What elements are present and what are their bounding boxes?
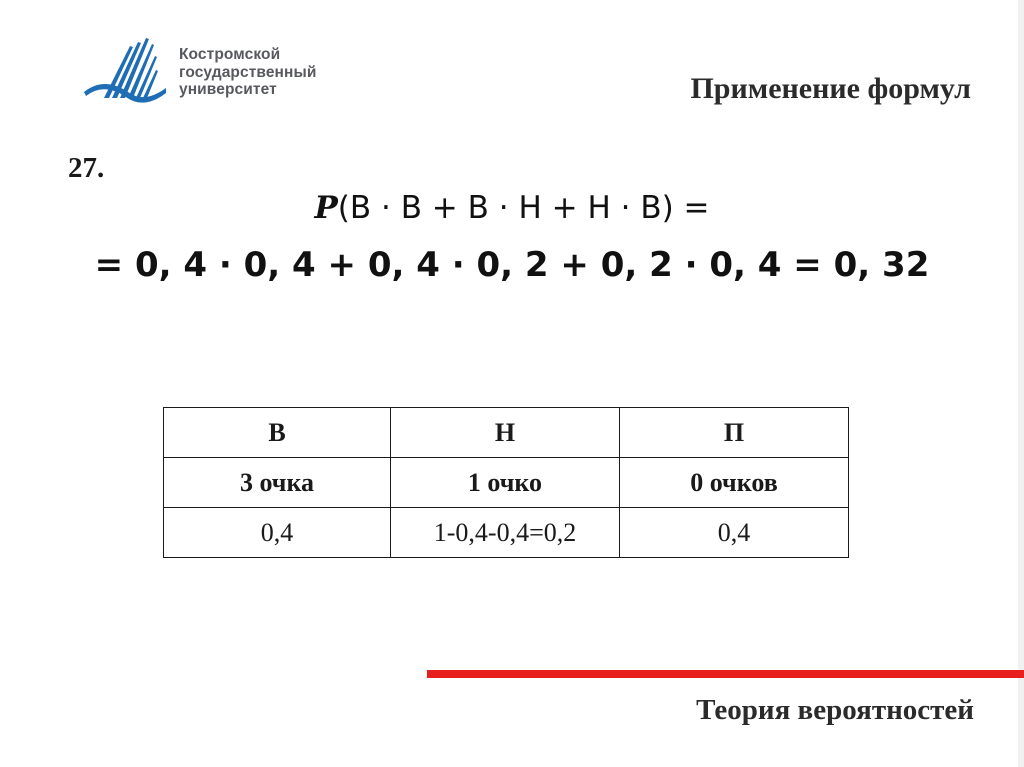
formula-line-2: = 0, 4 · 0, 4 + 0, 4 · 0, 2 + 0, 2 · 0, 4 = 0, 32	[94, 245, 930, 285]
university-name	[179, 46, 316, 99]
footer-subject: Теория вероятностей	[696, 694, 974, 726]
table-row	[164, 508, 849, 558]
problem-number: 27.	[68, 152, 105, 184]
university-name-line: университет	[179, 81, 277, 98]
table-header-row	[164, 408, 849, 458]
university-emblem-icon	[82, 32, 172, 112]
table-header-cell: П	[620, 408, 849, 458]
table-header-cell: В	[164, 408, 391, 458]
outcome-table	[163, 407, 849, 558]
university-name-line: Костромской	[179, 46, 281, 63]
table-cell: 0,4	[620, 508, 849, 558]
table-cell: 3 очка	[164, 458, 391, 508]
table-cell: 1 очко	[391, 458, 620, 508]
table-cell: 0,4	[164, 508, 391, 558]
formula-line-1-expression: (В · В + В · Н + Н · В) =	[337, 190, 710, 226]
university-name-line: государственный	[179, 63, 317, 81]
accent-line	[427, 670, 1024, 678]
university-logo	[82, 32, 352, 112]
table-cell: 1-0,4-0,4=0,2	[391, 508, 620, 558]
formula-line-1	[0, 190, 1024, 226]
slide-edge	[1018, 0, 1024, 767]
table-cell: 0 очков	[620, 458, 849, 508]
table-row	[164, 458, 849, 508]
slide-title: Применение формул	[690, 72, 971, 105]
table-header-cell: Н	[391, 408, 620, 458]
probability-symbol: 𝑷	[314, 190, 338, 226]
